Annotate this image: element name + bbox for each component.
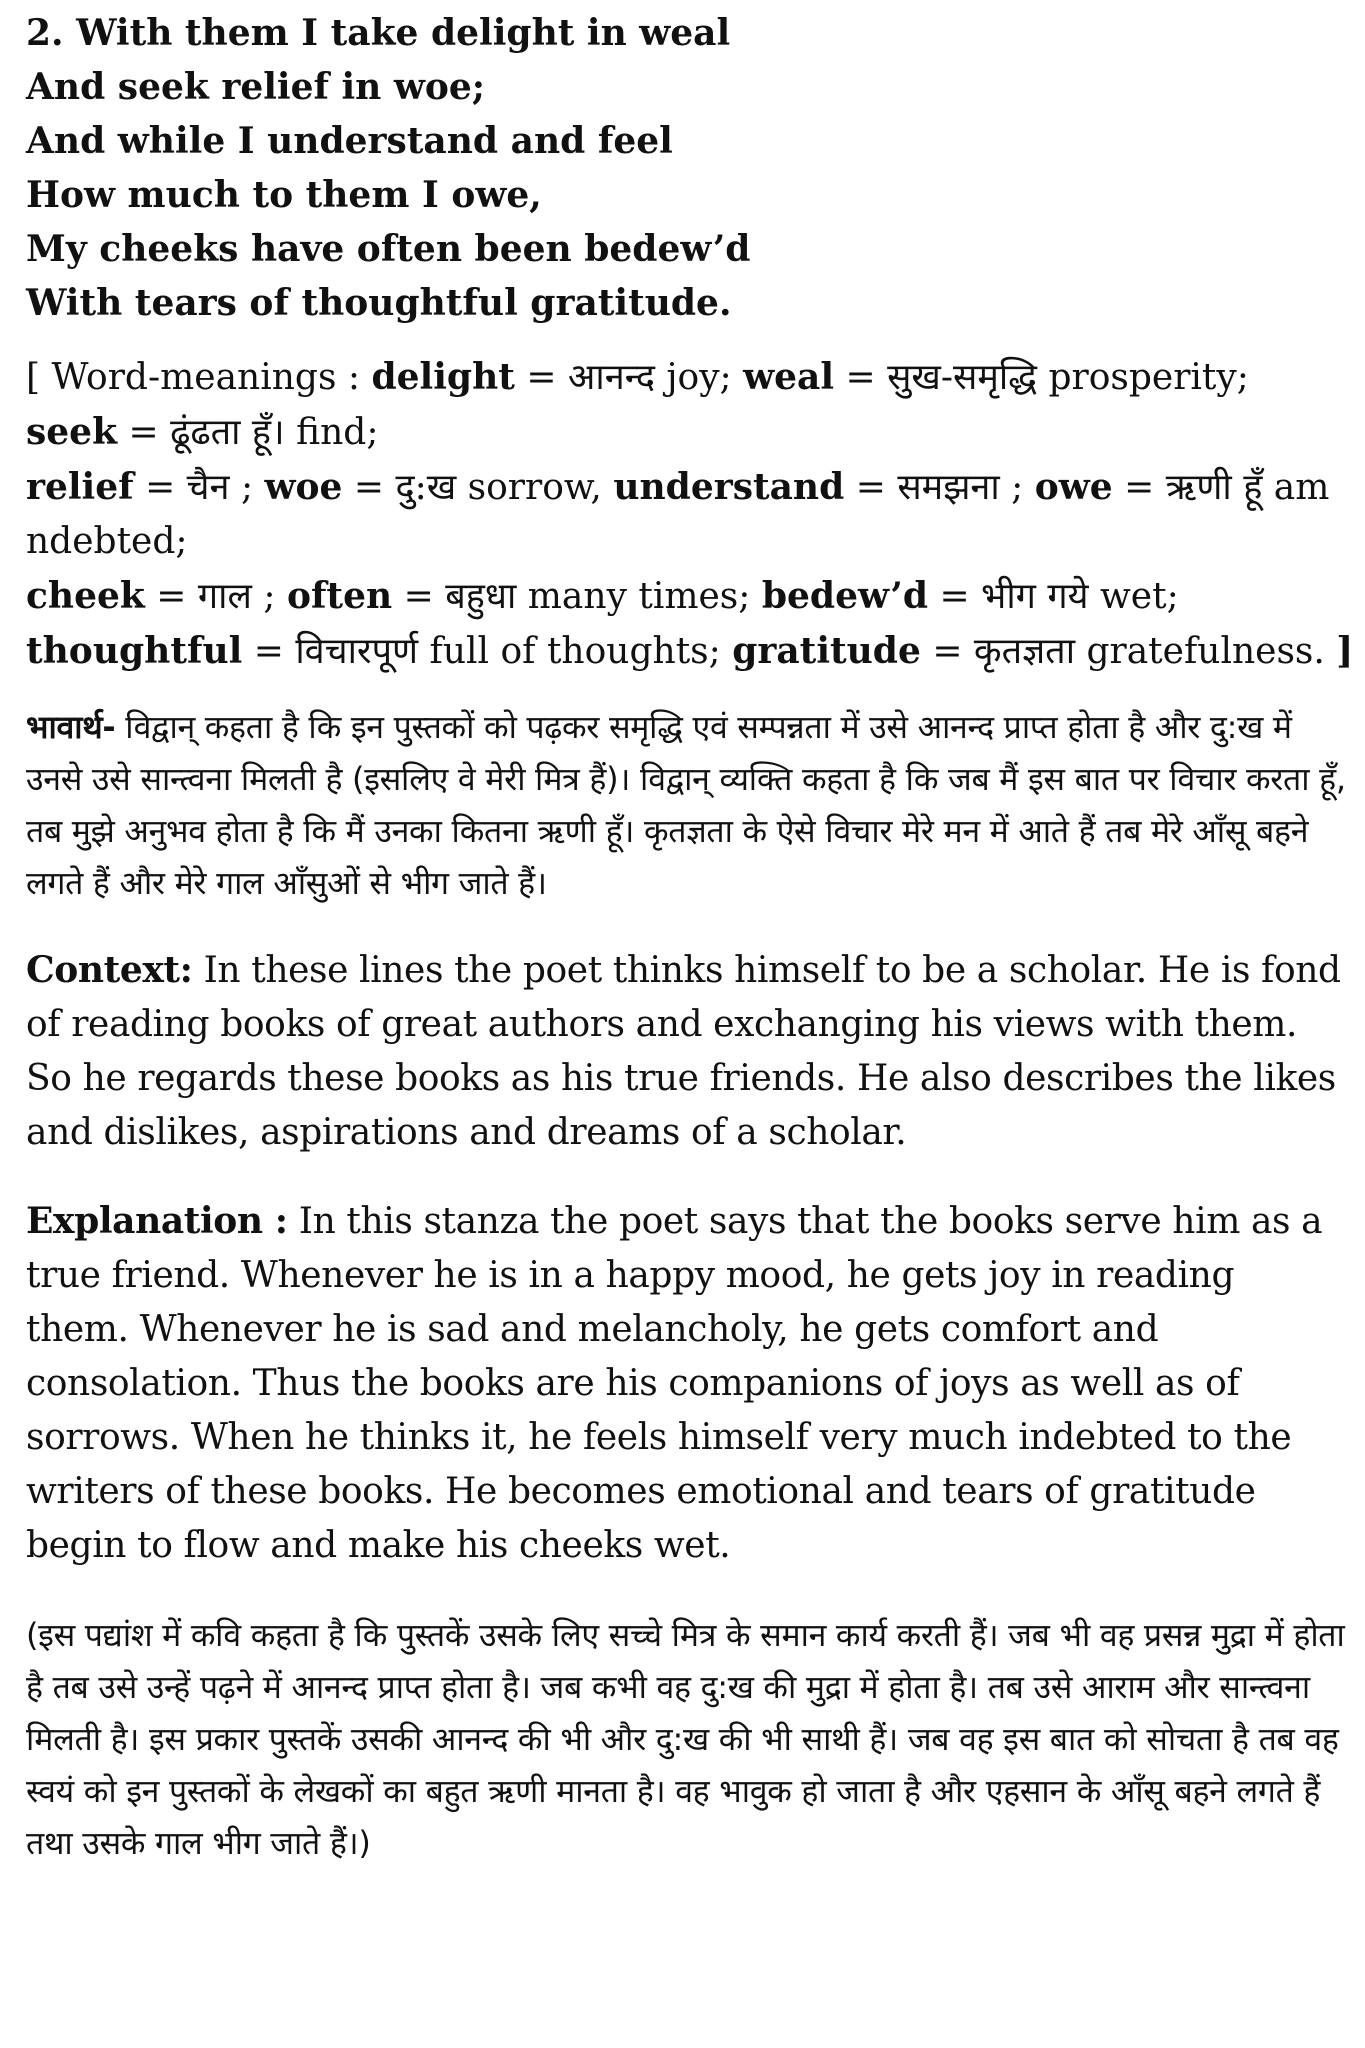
word-meanings (26, 350, 1354, 679)
word-meaning-text: = ऋणी हूँ am (1112, 467, 1330, 508)
word-term: delight (371, 356, 515, 398)
word-meaning-text: [ Word-meanings : (26, 357, 372, 398)
context-label: Context: (26, 949, 193, 991)
word-term: owe (1034, 466, 1113, 508)
hindi-explanation-paragraph (26, 1609, 1346, 1869)
poem-line: With tears of thoughtful gratitude. (26, 282, 732, 324)
word-meaning-text: = विचारपूर्ण full of thoughts; (242, 631, 733, 672)
bhavarth-paragraph (26, 701, 1346, 909)
word-meaning-text: = समझना ; (844, 467, 1035, 508)
poem-line: And while I understand and feel (26, 120, 673, 162)
word-meaning-row (26, 624, 1354, 679)
word-term: seek (26, 411, 118, 453)
explanation-text: In this stanza the poet says that the books serve him as a true friend. Whenever he is in a happy mood, he gets joy in reading them. Whenever he is sad and melancholy, he gets comfort and consolation. Thus the books are his companions of joys as well as of sorrows. When he thinks it, he feels himself very much indebted to the writers of these books. He becomes emotional and tears of gratitude begin to flow and make his cheeks wet. (26, 1201, 1323, 1566)
word-term: often (286, 575, 393, 617)
bhavarth-text: विद्वान् कहता है कि इन पुस्तकों को पढ़कर समृद्धि एवं सम्पन्नता में उसे आनन्द प्राप्त होता है और दु:ख में उनसे उसे सान्त्वना मिलती है (इसलिए वे मेरी मित्र हैं)। विद्वान् व्यक्ति कहता है कि जब मैं इस बात पर विचार करता हूँ, तब मुझे अनुभव होता है कि मैं उनका कितना ऋणी हूँ। कृतज्ञता के ऐसे विचार मेरे मन में आते हैं तब मेरे आँसू बहने लगते हैं और मेरे गाल आँसुओं से भीग जाते हैं। (26, 708, 1346, 902)
word-meaning-text: = ढूंढता हूँ। find; (117, 412, 379, 453)
word-term: weal (743, 356, 835, 398)
word-meaning-row (26, 515, 1346, 569)
word-term: cheek (26, 575, 145, 617)
hindi-explanation-text: (इस पद्यांश में कवि कहता है कि पुस्तकें उसके लिए सच्चे मित्र के समान कार्य करती हैं। जब भी वह प्रसन्न मुद्रा में होता है तब उसे उन्हें पढ़ने में आनन्द प्राप्त होता है। जब कभी वह दु:ख की मुद्रा में होता है। तब उसे आराम और सान्त्वना मिलती है। इस प्रकार पुस्तकें उसकी आनन्द की भी और दु:ख की भी साथी हैं। जब वह इस बात को सोचता है तब वह स्वयं को इन पुस्तकों के लेखकों का बहुत ऋणी मानता है। वह भावुक हो जाता है और एहसान के आँसू बहने लगते हैं तथा उसके गाल भीग जाते हैं।) (26, 1616, 1345, 1862)
word-term: ] (1336, 630, 1354, 672)
poem-line: My cheeks have often been bedew’d (26, 228, 751, 270)
word-term: gratitude (732, 630, 921, 672)
word-meaning-text: = सुख-समृद्धि prosperity; (834, 357, 1249, 398)
context-paragraph (26, 943, 1346, 1160)
bhavarth-label: भावार्थ- (26, 708, 116, 746)
word-meaning-row (26, 569, 1346, 624)
word-meaning-text: = कृतज्ञता gratefulness. (920, 631, 1337, 672)
word-term: relief (26, 466, 134, 508)
word-meaning-text: = बहुधा many times; (392, 576, 762, 617)
word-meaning-row (26, 405, 1346, 460)
poem-line: 2. With them I take delight in weal (26, 12, 731, 54)
word-meaning-text: = गाल ; (144, 576, 287, 617)
document-page (26, 6, 1354, 1869)
word-meaning-text: = चैन ; (133, 467, 265, 508)
word-term: woe (264, 466, 343, 508)
context-text: In these lines the poet thinks himself to be a scholar. He is fond of reading books of great authors and exchanging his views with them. So he regards these books as his true friends. He also describes the likes and dislikes, aspirations and dreams of a scholar. (26, 950, 1341, 1153)
explanation-label: Explanation : (26, 1200, 288, 1242)
word-term: bedew’d (761, 575, 928, 617)
word-meaning-row (26, 350, 1346, 405)
word-meaning-text: ndebted; (26, 521, 188, 562)
word-meaning-text: = भीग गये wet; (928, 576, 1179, 617)
word-term: thoughtful (26, 630, 243, 672)
poem-stanza (26, 6, 1346, 330)
explanation-paragraph (26, 1194, 1346, 1573)
word-term: understand (613, 466, 845, 508)
word-meaning-text: = दु:ख sorrow, (342, 467, 614, 508)
word-meaning-text: = आनन्द joy; (514, 357, 744, 398)
word-meaning-row (26, 460, 1346, 515)
poem-line: How much to them I owe, (26, 174, 542, 216)
poem-line: And seek relief in woe; (26, 66, 486, 108)
